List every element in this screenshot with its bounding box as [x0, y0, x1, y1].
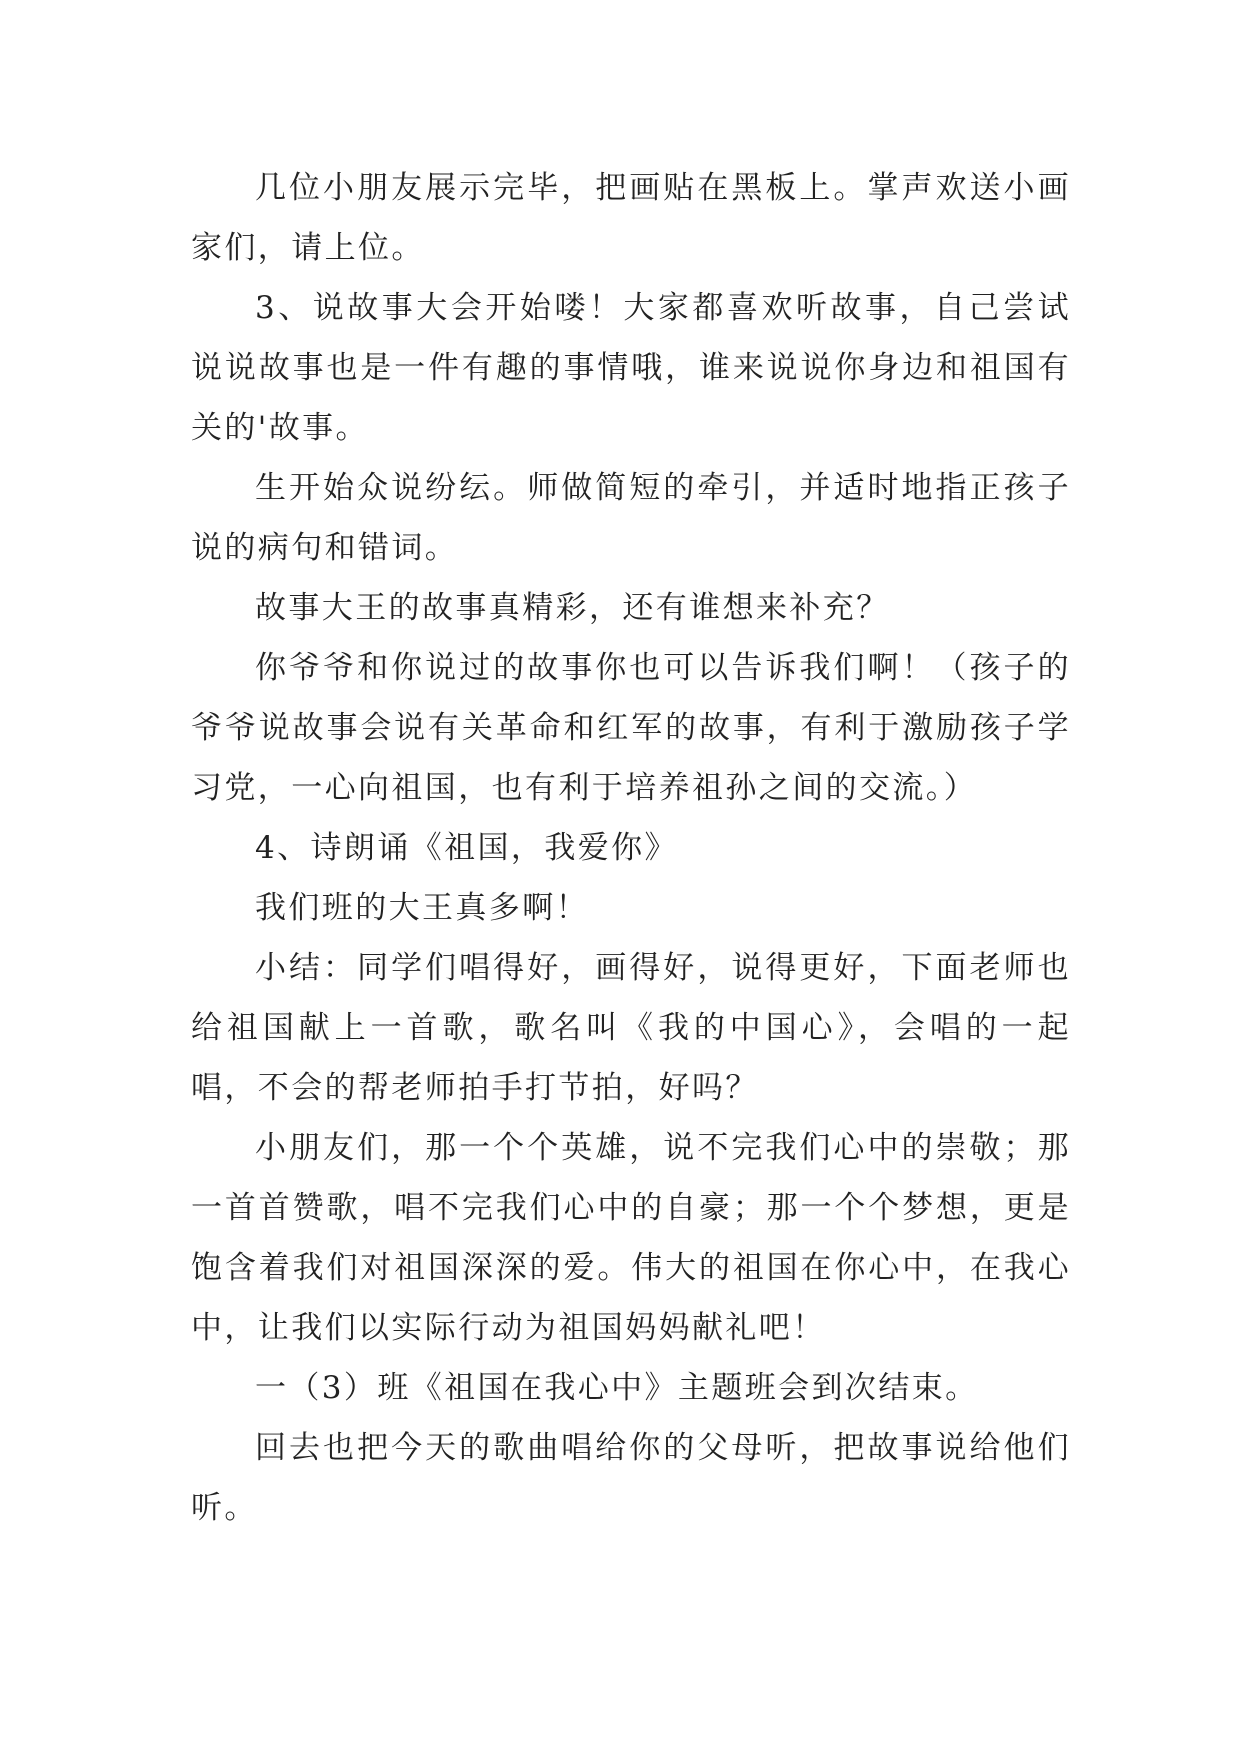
paragraph: 4、诗朗诵《祖国，我爱你》	[255, 830, 678, 866]
paragraph: 回去也把今天的歌曲唱给你的父母听，把故事说给他们听。	[191, 1430, 1071, 1526]
paragraph: 我们班的大王真多啊！	[255, 890, 589, 926]
paragraph: 一（3）班《祖国在我心中》主题班会到次结束。	[255, 1370, 979, 1406]
paragraph: 3、说故事大会开始喽！大家都喜欢听故事，自己尝试说说故事也是一件有趣的事情哦，谁来说说你身边和祖国有关的'故事。	[191, 290, 1071, 446]
paragraph: 你爷爷和你说过的故事你也可以告诉我们啊！（孩子的爷爷说故事会说有关革命和红军的故事，有利于激励孩子学习党，一心向祖国，也有利于培养祖孙之间的交流。）	[191, 650, 1071, 806]
document-body	[191, 158, 1071, 1538]
paragraph: 小结：同学们唱得好，画得好，说得更好，下面老师也给祖国献上一首歌，歌名叫《我的中国心》，会唱的一起唱，不会的帮老师拍手打节拍，好吗？	[191, 950, 1071, 1106]
paragraph: 生开始众说纷纭。师做简短的牵引，并适时地指正孩子说的病句和错词。	[191, 470, 1071, 566]
paragraph: 故事大王的故事真精彩，还有谁想来补充？	[255, 590, 890, 626]
paragraph: 小朋友们，那一个个英雄，说不完我们心中的崇敬；那一首首赞歌，唱不完我们心中的自豪；那一个个梦想，更是饱含着我们对祖国深深的爱。伟大的祖国在你心中，在我心中，让我们以实际行动为祖国妈妈献礼吧！	[191, 1130, 1071, 1346]
paragraph: 几位小朋友展示完毕，把画贴在黑板上。掌声欢送小画家们，请上位。	[191, 170, 1071, 266]
